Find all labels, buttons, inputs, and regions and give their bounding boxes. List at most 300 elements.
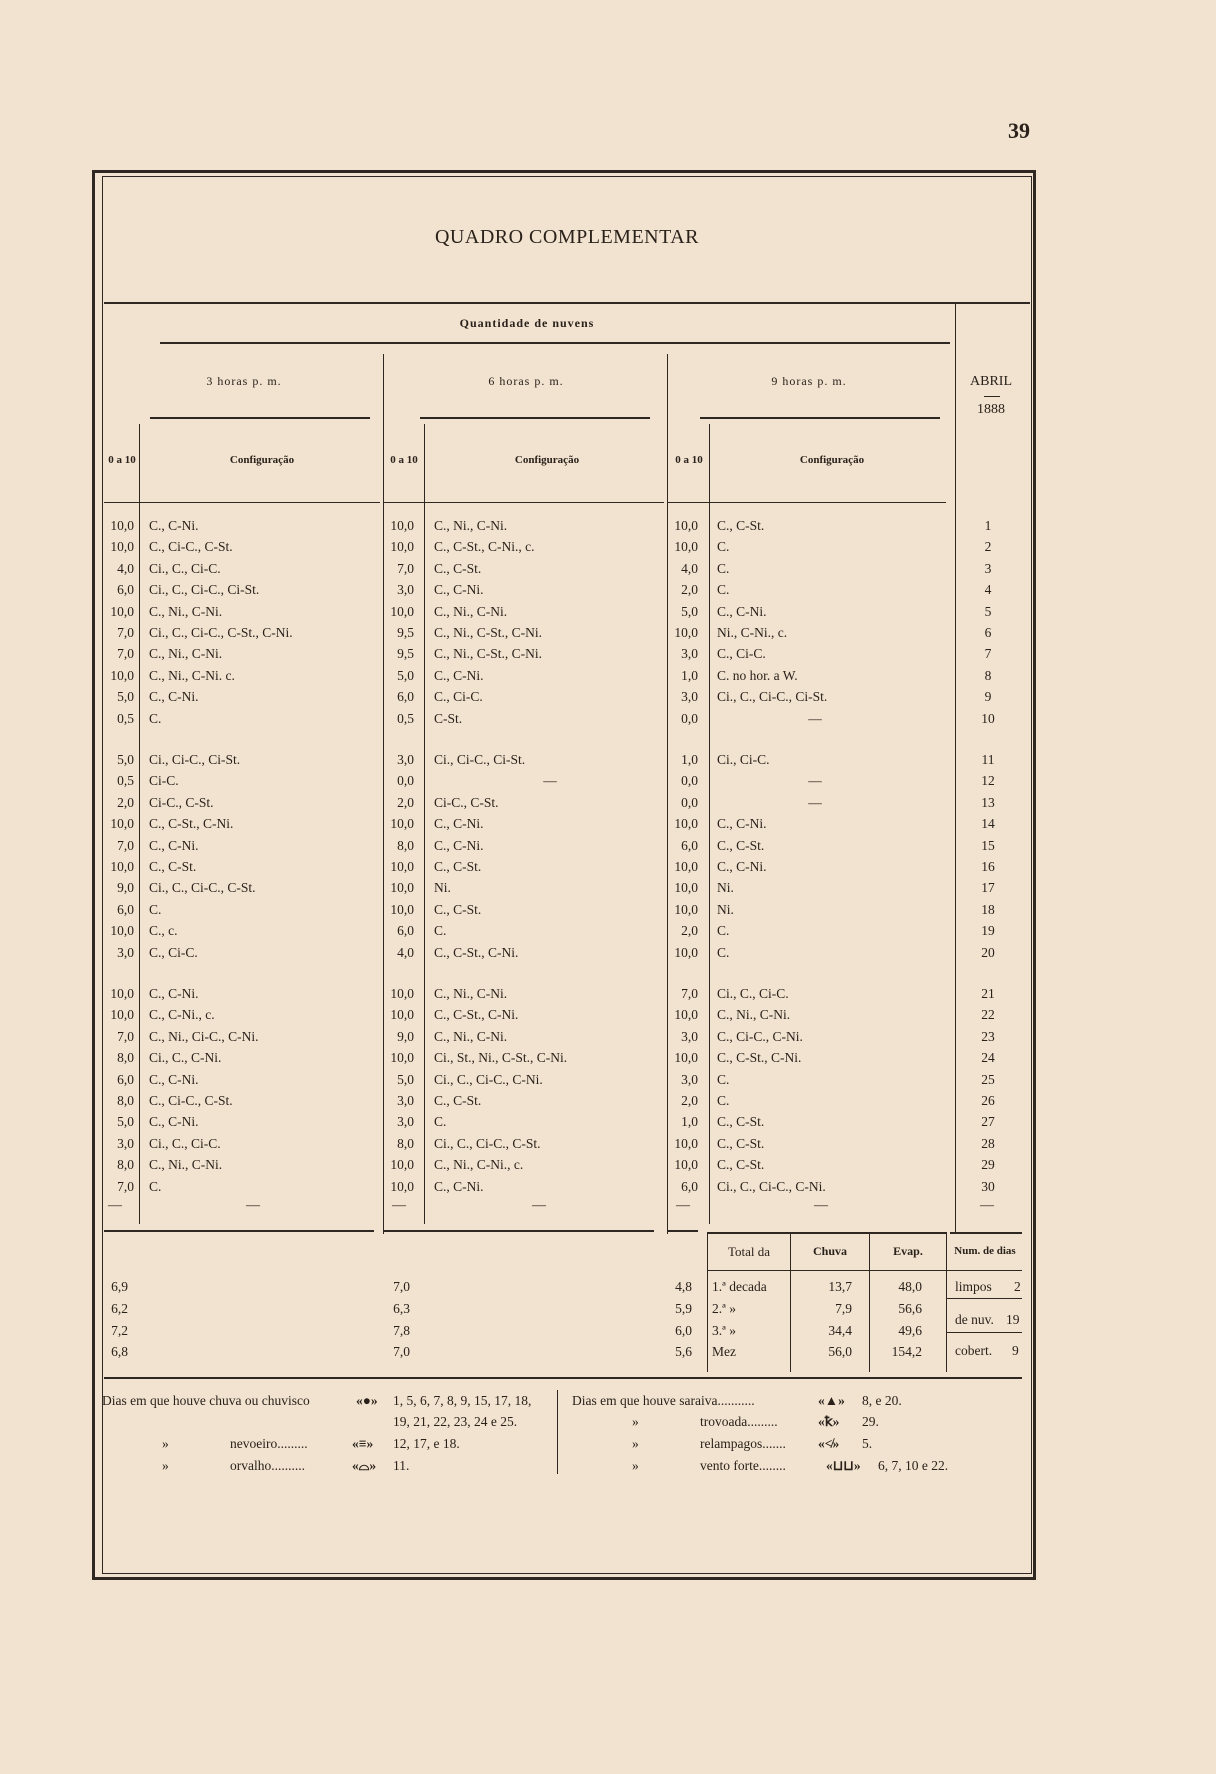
col-divider-9 (709, 424, 710, 1224)
cloud-9pm-value: 5,0 (681, 603, 698, 619)
config-6pm: C., Ni., C-St., C-Ni. (434, 646, 543, 662)
config-3pm: C., Ci-C., C-St. (149, 1093, 233, 1108)
config-3pm: C., C-Ni. (149, 689, 199, 705)
hour-9-rule (700, 417, 940, 419)
day-number: 6 (984, 625, 992, 640)
cloud-3pm-value: 6,0 (117, 1071, 134, 1087)
cloud-9pm-value: 3,0 (681, 689, 698, 705)
trovoada-symbol: «ꝁ» (818, 1414, 840, 1429)
day-number: 28 (981, 1135, 995, 1151)
scale-label-3: 0 a 10 (108, 454, 136, 466)
cloud-6pm-value: 7,0 (397, 560, 414, 576)
config-6pm: C., C-Ni. (434, 816, 484, 832)
period-label: 1.ª decada (712, 1279, 767, 1294)
cloud-6pm-value: 10,0 (390, 603, 414, 619)
cloud-6pm-value: 0,0 (397, 773, 414, 789)
config-9pm: Ni. (717, 880, 734, 896)
config-6pm: C., Ni., C-Ni. (434, 518, 508, 533)
cloud-6pm-value: 10,0 (390, 1157, 414, 1173)
cloud-3pm-value: 5,0 (117, 689, 134, 705)
cloud-9pm-value: 10,0 (674, 1135, 698, 1151)
vento-symbol: «⊔⊔» (826, 1458, 861, 1473)
cloud-9pm-value: 2,0 (681, 582, 698, 598)
dash-9-value: — (676, 1198, 690, 1213)
cloud-3pm-value: 3,0 (117, 944, 134, 960)
group-label: Quantidade de nuvens (459, 316, 595, 330)
config-6pm: C., C-Ni. (434, 667, 484, 683)
col-divider-6 (424, 424, 425, 1224)
config-9pm: C. (717, 560, 730, 576)
cloud-6pm-value: 10,0 (390, 901, 414, 917)
cloud-6pm-value: 10,0 (390, 859, 414, 874)
chuva-value: 13,7 (828, 1279, 852, 1294)
saraiva-label: Dias em que houve saraiva........... (572, 1393, 755, 1408)
config-9pm: C., Ci-C., C-Ni. (717, 1028, 803, 1044)
cloud-9pm-value: 10,0 (674, 880, 698, 896)
cloud-3pm-value: 5,0 (117, 1114, 134, 1130)
config-3pm: C., C-Ni. (149, 1071, 199, 1087)
limpos-value: 2 (1014, 1279, 1021, 1294)
avg-9pm: 4,8 (675, 1279, 692, 1294)
cloud-9pm-value: 4,0 (681, 560, 698, 576)
cloud-6pm-value: 3,0 (397, 582, 414, 598)
cloud-3pm-value: 10,0 (110, 986, 134, 1001)
cloud-6pm-value: 10,0 (390, 518, 414, 533)
day-number: 12 (981, 773, 995, 789)
cloud-6pm-value: 6,0 (397, 689, 414, 705)
avg-9pm: 5,6 (675, 1344, 692, 1359)
cloud-9pm-value: 1,0 (681, 752, 698, 767)
config-9pm: C. (717, 582, 730, 598)
config-3pm: C., Ni., C-Ni. (149, 603, 223, 619)
dash-6-value: — (392, 1198, 406, 1213)
total-box-top (708, 1232, 946, 1234)
config-6pm: C., C-St., C-Ni. (434, 1007, 519, 1023)
cloud-3pm-value: 6,0 (117, 582, 134, 598)
avg-9pm: 5,9 (675, 1301, 692, 1316)
cloud-3pm-value: 7,0 (117, 1178, 134, 1194)
vento-days: 6, 7, 10 e 22. (878, 1458, 949, 1473)
page-title: QUADRO COMPLEMENTAR (434, 226, 700, 248)
day-number: 29 (981, 1157, 995, 1173)
col-divider-3 (139, 424, 140, 1224)
cloud-9pm-value: 1,0 (681, 667, 698, 683)
day-number: 21 (981, 986, 995, 1001)
cloud-6pm-value: 10,0 (390, 539, 414, 555)
config-3pm: C., C-Ni. (149, 986, 199, 1001)
chuva-symbol: «●» (356, 1393, 378, 1408)
day-number: 2 (984, 539, 992, 555)
cloud-9pm-value: 10,0 (674, 816, 698, 832)
config-9pm: C., C-St., C-Ni. (717, 1050, 802, 1066)
nuv-label: de nuv. (955, 1312, 994, 1327)
config-9pm: — (808, 710, 822, 726)
day-number: 4 (984, 582, 992, 598)
cloud-6pm-value: 8,0 (397, 1135, 414, 1151)
config-3pm: C., c. (149, 923, 178, 939)
evap-value: 48,0 (898, 1279, 922, 1294)
saraiva-symbol: «▲» (818, 1393, 845, 1408)
evap-value: 56,6 (898, 1301, 922, 1316)
orvalho-symbol: «⌓» (352, 1458, 377, 1473)
config-3pm: Ci., C., Ci-C., Ci-St. (149, 582, 260, 598)
config-9pm: C., Ni., C-Ni. (717, 1007, 791, 1023)
config-3pm: C. (149, 1178, 162, 1194)
cloud-3pm-value: 10,0 (110, 518, 134, 533)
orvalho-ditto: » (162, 1458, 169, 1473)
config-6pm: C. (434, 1114, 447, 1130)
config-6pm: C., Ni., C-Ni. (434, 1028, 508, 1044)
cobert-value: 9 (1012, 1343, 1019, 1358)
cloud-9pm-value: 7,0 (681, 986, 698, 1001)
avg-3pm: 6,9 (111, 1279, 128, 1294)
config-6pm: C., Ni., C-St., C-Ni. (434, 625, 543, 640)
config-label-6: Configuração (514, 454, 580, 466)
relampagos-ditto: » (632, 1436, 639, 1451)
notes-rule (104, 1377, 1022, 1379)
config-9pm: C. (717, 1093, 730, 1108)
config-3pm: C. (149, 901, 162, 917)
cloud-3pm-value: 9,0 (117, 880, 134, 896)
cloud-3pm-value: 5,0 (117, 752, 134, 767)
title-rule (104, 302, 1030, 304)
day-number: 30 (981, 1178, 995, 1194)
hour-6-label: 6 horas p. m. (488, 374, 564, 388)
cloud-6pm-value: 9,5 (397, 625, 414, 640)
config-3pm: Ci., Ci-C., Ci-St. (149, 752, 241, 767)
cloud-6pm-value: 6,0 (397, 923, 414, 939)
col-divider-month (955, 302, 956, 1234)
config-6pm: C., Ni., C-Ni. (434, 603, 508, 619)
config-3pm: C., Ni., C-Ni. c. (149, 667, 235, 683)
config-3pm: Ci., C., Ci-C., C-St. (149, 880, 256, 896)
config-6pm: C., Ni., C-Ni., c. (434, 1157, 524, 1173)
chuva-value: 7,9 (835, 1301, 852, 1316)
chuva-days-1: 1, 5, 6, 7, 8, 9, 15, 17, 18, (393, 1393, 532, 1408)
avg-6pm: 6,3 (393, 1301, 410, 1316)
day-number: 1 (984, 518, 992, 533)
page-number: 39 (1008, 118, 1030, 143)
day-number: 19 (981, 923, 995, 939)
config-3pm: C., C-St., C-Ni. (149, 816, 234, 832)
config-6pm: C., C-St. (434, 560, 482, 576)
config-6pm: C., C-St., C-Ni., c. (434, 539, 535, 555)
cloud-9pm-value: 3,0 (681, 1028, 698, 1044)
cloud-9pm-value: 10,0 (674, 859, 698, 874)
day-number: 17 (981, 880, 995, 896)
total-box-header-rule (708, 1270, 1022, 1271)
evap-header: Evap. (893, 1244, 923, 1258)
cloud-6pm-value: 3,0 (397, 1114, 414, 1130)
cloud-9pm-value: 6,0 (681, 837, 698, 853)
chuva-days-2: 19, 21, 22, 23, 24 e 25. (393, 1414, 518, 1429)
day-number: 18 (981, 901, 995, 917)
period-label: Mez (712, 1344, 736, 1359)
evap-value: 49,6 (898, 1323, 922, 1338)
day-number: 27 (981, 1114, 995, 1130)
cloud-9pm-value: 0,0 (681, 773, 698, 789)
config-6pm: C., C-Ni. (434, 582, 484, 598)
cloud-6pm-value: 0,5 (397, 710, 414, 726)
config-6pm: C., C-Ni. (434, 1178, 484, 1194)
cloud-9pm-value: 10,0 (674, 625, 698, 640)
config-9pm: Ni., C-Ni., c. (717, 625, 788, 640)
chuva-note-label: Dias em que houve chuva ou chuvisco (102, 1393, 310, 1408)
cloud-9pm-value: 1,0 (681, 1114, 698, 1130)
bottom-rule-6 (384, 1230, 654, 1232)
config-6pm: Ni. (434, 880, 451, 896)
cloud-9pm-value: 10,0 (674, 518, 698, 533)
cloud-3pm-value: 10,0 (110, 816, 134, 832)
avg-9pm: 6,0 (675, 1323, 692, 1338)
cloud-3pm-value: 10,0 (110, 1007, 134, 1023)
cloud-6pm-value: 2,0 (397, 794, 414, 810)
dash-6-config: — (532, 1198, 546, 1213)
bottom-rule-9 (668, 1230, 698, 1232)
cloud-9pm-value: 10,0 (674, 539, 698, 555)
day-number: 15 (981, 837, 995, 853)
config-9pm: C. (717, 539, 730, 555)
vento-label: vento forte........ (700, 1458, 786, 1473)
config-6pm: C-St. (434, 710, 463, 726)
cloud-6pm-value: 8,0 (397, 837, 414, 853)
config-6pm: C., C-St. (434, 1093, 482, 1108)
cloud-6pm-value: 5,0 (397, 667, 414, 683)
chuva-value: 34,4 (828, 1323, 852, 1338)
cloud-3pm-value: 7,0 (117, 646, 134, 662)
month-label: ABRIL (970, 374, 1012, 389)
config-3pm: C., Ni., Ci-C., C-Ni. (149, 1028, 259, 1044)
config-3pm: Ci., C., Ci-C. (149, 1135, 221, 1151)
config-3pm: C., Ni., C-Ni. (149, 646, 223, 662)
nuv-value: 19 (1006, 1312, 1020, 1327)
cloud-6pm-value: 3,0 (397, 752, 414, 767)
cloud-9pm-value: 0,0 (681, 710, 698, 726)
config-9pm: Ci., C., Ci-C., Ci-St. (717, 689, 828, 705)
cloud-6pm-value: 10,0 (390, 1178, 414, 1194)
day-number: 20 (981, 944, 995, 960)
config-3pm: C., Ci-C. (149, 944, 198, 960)
bottom-rule-3 (104, 1230, 374, 1232)
cloud-3pm-value: 10,0 (110, 667, 134, 683)
config-3pm: C., C-St. (149, 859, 197, 874)
period-label: 2.ª » (712, 1301, 736, 1316)
scale-label-6: 0 a 10 (390, 454, 418, 466)
avg-6pm: 7,0 (393, 1279, 410, 1294)
config-9pm: C., C-Ni. (717, 816, 767, 832)
config-6pm: C., C-St. (434, 859, 482, 874)
col-header-rule-6 (384, 502, 664, 503)
vento-ditto: » (632, 1458, 639, 1473)
config-9pm: — (808, 773, 822, 789)
relampagos-label: relampagos....... (700, 1436, 786, 1451)
config-9pm: C. no hor. a W. (717, 667, 798, 683)
nevoeiro-ditto: » (162, 1436, 169, 1451)
cloud-9pm-value: 6,0 (681, 1178, 698, 1194)
config-6pm: C., Ni., C-Ni. (434, 986, 508, 1001)
config-6pm: C., C-St., C-Ni. (434, 944, 519, 960)
cloud-6pm-value: 3,0 (397, 1093, 414, 1108)
relampagos-days: 5. (862, 1436, 873, 1451)
nevoeiro-days: 12, 17, e 18. (393, 1436, 460, 1451)
relampagos-symbol: «≮» (818, 1436, 840, 1451)
dash-3-config: — (246, 1198, 260, 1213)
config-label-9: Configuração (799, 454, 865, 466)
config-9pm: Ci., C., Ci-C., C-Ni. (717, 1178, 826, 1194)
avg-3pm: 6,8 (111, 1344, 128, 1359)
config-3pm: C., Ci-C., C-St. (149, 539, 233, 555)
dias-box-top (950, 1232, 1022, 1234)
nevoeiro-symbol: «≡» (352, 1436, 374, 1451)
config-3pm: Ci., C., Ci-C., C-St., C-Ni. (149, 625, 293, 640)
cloud-3pm-value: 8,0 (117, 1093, 134, 1108)
cloud-6pm-value: 10,0 (390, 1050, 414, 1066)
group-rule (160, 342, 950, 344)
orvalho-days: 11. (393, 1458, 410, 1473)
cloud-3pm-value: 0,5 (117, 710, 134, 726)
cloud-6pm-value: 10,0 (390, 1007, 414, 1023)
cobert-label: cobert. (955, 1343, 993, 1358)
config-6pm: C., Ci-C. (434, 689, 483, 705)
day-number: 5 (984, 603, 992, 619)
day-number: 23 (981, 1028, 995, 1044)
day-number: 16 (981, 859, 995, 874)
cloud-9pm-value: 2,0 (681, 1093, 698, 1108)
config-9pm: C., C-St. (717, 518, 765, 533)
avg-6pm: 7,0 (393, 1344, 410, 1359)
scale-label-9: 0 a 10 (675, 454, 703, 466)
config-6pm: C. (434, 923, 447, 939)
config-6pm: C., C-St. (434, 901, 482, 917)
year-label: 1888 (977, 402, 1005, 417)
cloud-3pm-value: 6,0 (117, 901, 134, 917)
config-9pm: C. (717, 944, 730, 960)
hour-3-label: 3 horas p. m. (206, 374, 282, 388)
config-6pm: Ci., St., Ni., C-St., C-Ni. (434, 1050, 568, 1066)
col-header-rule-3 (104, 502, 380, 503)
config-6pm: Ci., C., Ci-C., C-St. (434, 1135, 541, 1151)
config-9pm: — (808, 794, 822, 810)
hour-9-label: 9 horas p. m. (771, 374, 847, 388)
cloud-3pm-value: 3,0 (117, 1135, 134, 1151)
config-3pm: Ci-C. (149, 773, 179, 789)
day-number: 9 (984, 689, 992, 705)
month-rule (984, 396, 1000, 397)
day-number: 26 (981, 1093, 995, 1108)
config-3pm: C., C-Ni. (149, 1114, 199, 1130)
num-dias-header: Num. de dias (954, 1245, 1016, 1257)
limpos-rule (947, 1298, 1022, 1299)
cloud-3pm-value: 7,0 (117, 1028, 134, 1044)
hour-6-rule (420, 417, 650, 419)
config-9pm: C., C-St. (717, 837, 765, 853)
dash-day: — (980, 1198, 994, 1213)
cloud-9pm-value: 10,0 (674, 1157, 698, 1173)
cloud-9pm-value: 3,0 (681, 1071, 698, 1087)
nuv-rule (947, 1332, 1022, 1333)
trovoada-days: 29. (862, 1414, 879, 1429)
day-number: 14 (981, 816, 995, 832)
cloud-3pm-value: 10,0 (110, 859, 134, 874)
cloud-3pm-value: 2,0 (117, 794, 134, 810)
trovoada-ditto: » (632, 1414, 639, 1429)
day-number: 11 (981, 752, 995, 767)
day-number: 3 (984, 560, 992, 576)
total-header: Total da (727, 1244, 771, 1259)
saraiva-days: 8, e 20. (862, 1393, 902, 1408)
day-number: 13 (981, 794, 995, 810)
chuva-value: 56,0 (828, 1344, 852, 1359)
cloud-6pm-value: 5,0 (397, 1071, 414, 1087)
chuva-header: Chuva (812, 1244, 847, 1258)
config-3pm: Ci., C., C-Ni. (149, 1050, 222, 1066)
avg-3pm: 7,2 (111, 1323, 128, 1338)
cloud-3pm-value: 10,0 (110, 923, 134, 939)
config-6pm: C., C-Ni. (434, 837, 484, 853)
config-6pm: Ci., Ci-C., Ci-St. (434, 752, 526, 767)
cloud-6pm-value: 9,0 (397, 1028, 414, 1044)
day-number: 22 (981, 1007, 995, 1023)
cloud-6pm-value: 10,0 (390, 986, 414, 1001)
hour-3-rule (150, 417, 370, 419)
config-9pm: Ni. (717, 901, 734, 917)
cloud-6pm-value: 10,0 (390, 816, 414, 832)
day-number: 25 (981, 1071, 995, 1087)
config-3pm: C., C-Ni. (149, 837, 199, 853)
config-9pm: C., Ci-C. (717, 646, 766, 662)
cloud-3pm-value: 7,0 (117, 837, 134, 853)
cloud-6pm-value: 10,0 (390, 880, 414, 896)
cloud-3pm-value: 8,0 (117, 1157, 134, 1173)
cloud-9pm-value: 3,0 (681, 646, 698, 662)
cloud-9pm-value: 10,0 (674, 944, 698, 960)
period-label: 3.ª » (712, 1323, 736, 1338)
day-number: 24 (981, 1050, 995, 1066)
config-3pm: Ci., C., Ci-C. (149, 560, 221, 576)
config-9pm: C., C-Ni. (717, 603, 767, 619)
limpos-label: limpos (955, 1279, 992, 1294)
notes-divider (557, 1390, 558, 1474)
nevoeiro-label: nevoeiro......... (230, 1436, 308, 1451)
trovoada-label: trovoada......... (700, 1414, 778, 1429)
cloud-6pm-value: 4,0 (397, 944, 414, 960)
config-9pm: C. (717, 923, 730, 939)
config-label-3: Configuração (229, 454, 295, 466)
config-3pm: C., C-Ni., c. (149, 1007, 215, 1023)
config-3pm: C., C-Ni. (149, 518, 199, 533)
cloud-3pm-value: 8,0 (117, 1050, 134, 1066)
evap-value: 154,2 (891, 1344, 922, 1359)
cloud-9pm-value: 2,0 (681, 923, 698, 939)
config-9pm: Ci., Ci-C. (717, 752, 770, 767)
config-9pm: Ci., C., Ci-C. (717, 986, 789, 1001)
dash-9-config: — (814, 1198, 828, 1213)
config-9pm: C. (717, 1071, 730, 1087)
cloud-9pm-value: 10,0 (674, 1050, 698, 1066)
cloud-9pm-value: 0,0 (681, 794, 698, 810)
avg-6pm: 7,8 (393, 1323, 410, 1338)
config-9pm: C., C-St. (717, 1135, 765, 1151)
config-3pm: C. (149, 710, 162, 726)
config-3pm: Ci-C., C-St. (149, 794, 214, 810)
config-9pm: C., C-St. (717, 1157, 765, 1173)
config-6pm: — (543, 773, 557, 789)
config-3pm: C., Ni., C-Ni. (149, 1157, 223, 1173)
day-number: 10 (981, 710, 995, 726)
day-number: 8 (984, 667, 992, 683)
cloud-3pm-value: 10,0 (110, 539, 134, 555)
cloud-3pm-value: 0,5 (117, 773, 134, 789)
